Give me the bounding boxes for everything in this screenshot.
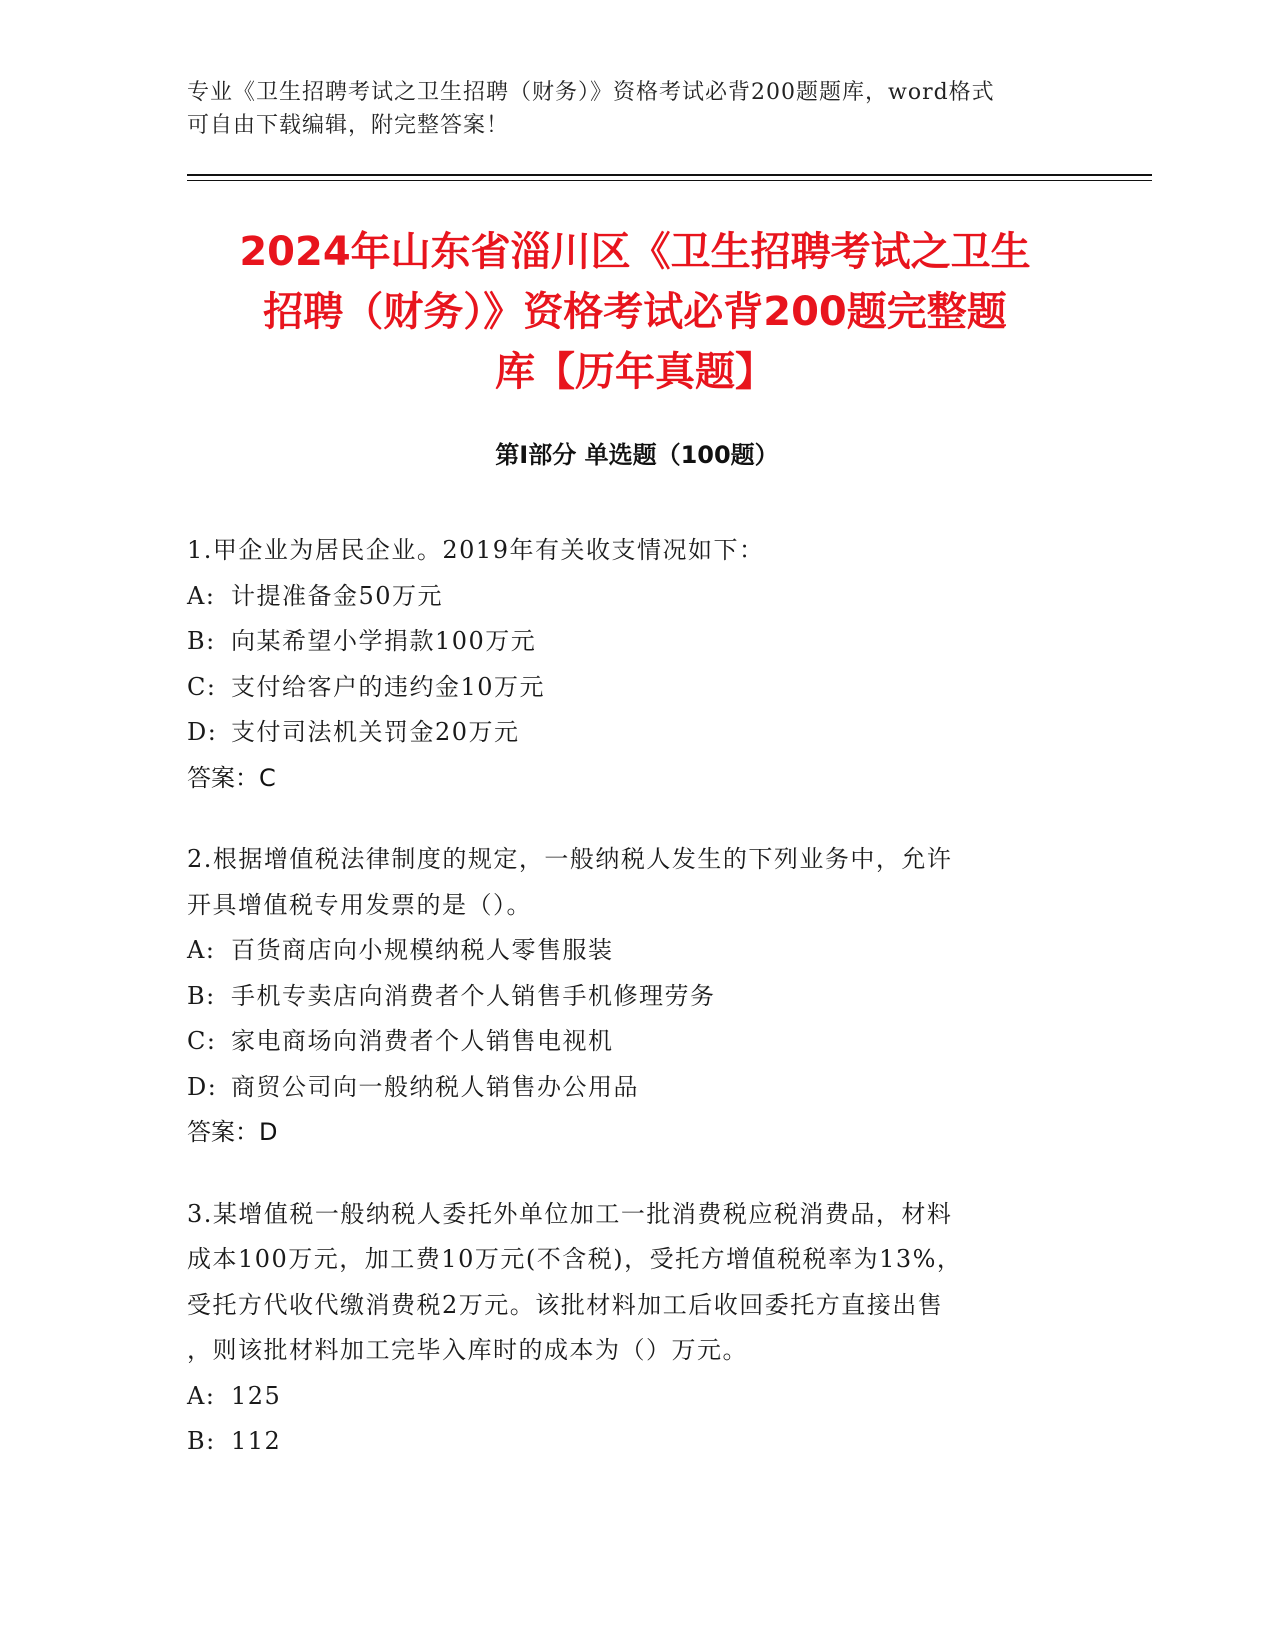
- option-a: [187, 574, 1067, 620]
- answer: 答案：C: [187, 763, 276, 792]
- question-stem: 开具增值税专用发票的是（）。: [187, 890, 532, 919]
- option-text: 向某希望小学捐款100万元: [231, 627, 537, 655]
- header-divider-thin: [187, 180, 1152, 181]
- option-key: C:: [187, 1027, 217, 1055]
- question-stem: 受托方代收代缴消费税2万元。该批材料加工后收回委托方直接出售: [187, 1290, 944, 1319]
- option-c: [187, 665, 1067, 711]
- question-list: [187, 528, 1067, 1501]
- option-text: 支付给客户的违约金10万元: [231, 672, 546, 701]
- option-text: 手机专卖店向消费者个人销售手机修理劳务: [231, 981, 716, 1010]
- question-3: [187, 1192, 1067, 1465]
- option-key: D:: [187, 718, 218, 746]
- option-key: A:: [187, 936, 216, 964]
- option-text: 125: [231, 1381, 282, 1410]
- option-a: [187, 1374, 1067, 1420]
- option-b: [187, 974, 1067, 1020]
- question-stem: 成本100万元，加工费10万元(不含税)，受托方增值税税率为13%，: [187, 1245, 963, 1273]
- question-stem: 1.甲企业为居民企业。2019年有关收支情况如下：: [187, 536, 765, 564]
- option-c: [187, 1019, 1067, 1065]
- question-stem: ，则该批材料加工完毕入库时的成本为（）万元。: [187, 1336, 748, 1364]
- document-title: [170, 222, 1100, 402]
- title-line: 库【历年真题】: [495, 349, 775, 395]
- header-note: [187, 76, 1067, 142]
- header-note-line: 可自由下载编辑，附完整答案！: [187, 113, 510, 138]
- answer: 答案：D: [187, 1118, 278, 1146]
- option-key: B:: [187, 981, 216, 1010]
- option-key: A:: [187, 581, 216, 610]
- header-divider-thick: [187, 174, 1152, 176]
- question-2: [187, 837, 1067, 1156]
- option-key: D:: [187, 1072, 218, 1101]
- option-key: C:: [187, 672, 217, 701]
- section-heading: 第Ⅰ部分 单选题（100题）: [495, 441, 779, 469]
- option-a: [187, 928, 1067, 974]
- option-key: B:: [187, 1427, 216, 1455]
- option-d: [187, 1065, 1067, 1111]
- option-text: 百货商店向小规模纳税人零售服装: [231, 936, 614, 964]
- option-text: 112: [231, 1427, 282, 1455]
- question-1: [187, 528, 1067, 801]
- question-stem: 3.某增值税一般纳税人委托外单位加工一批消费税应税消费品，材料: [187, 1199, 953, 1228]
- question-stem: 2.根据增值税法律制度的规定，一般纳税人发生的下列业务中，允许: [187, 845, 953, 873]
- option-key: B:: [187, 627, 216, 655]
- header-note-line: 专业《卫生招聘考试之卫生招聘（财务）》资格考试必背200题题库，word格式: [187, 80, 995, 105]
- option-text: 支付司法机关罚金20万元: [231, 718, 520, 746]
- option-d: [187, 710, 1067, 756]
- title-line: 2024年山东省淄川区《卫生招聘考试之卫生: [239, 229, 1031, 275]
- option-b: [187, 1419, 1067, 1465]
- option-b: [187, 619, 1067, 665]
- title-line: 招聘（财务）》资格考试必背200题完整题: [263, 289, 1007, 335]
- option-text: 计提准备金50万元: [231, 581, 444, 610]
- option-text: 商贸公司向一般纳税人销售办公用品: [231, 1072, 639, 1101]
- option-text: 家电商场向消费者个人销售电视机: [231, 1027, 614, 1055]
- option-key: A:: [187, 1381, 216, 1410]
